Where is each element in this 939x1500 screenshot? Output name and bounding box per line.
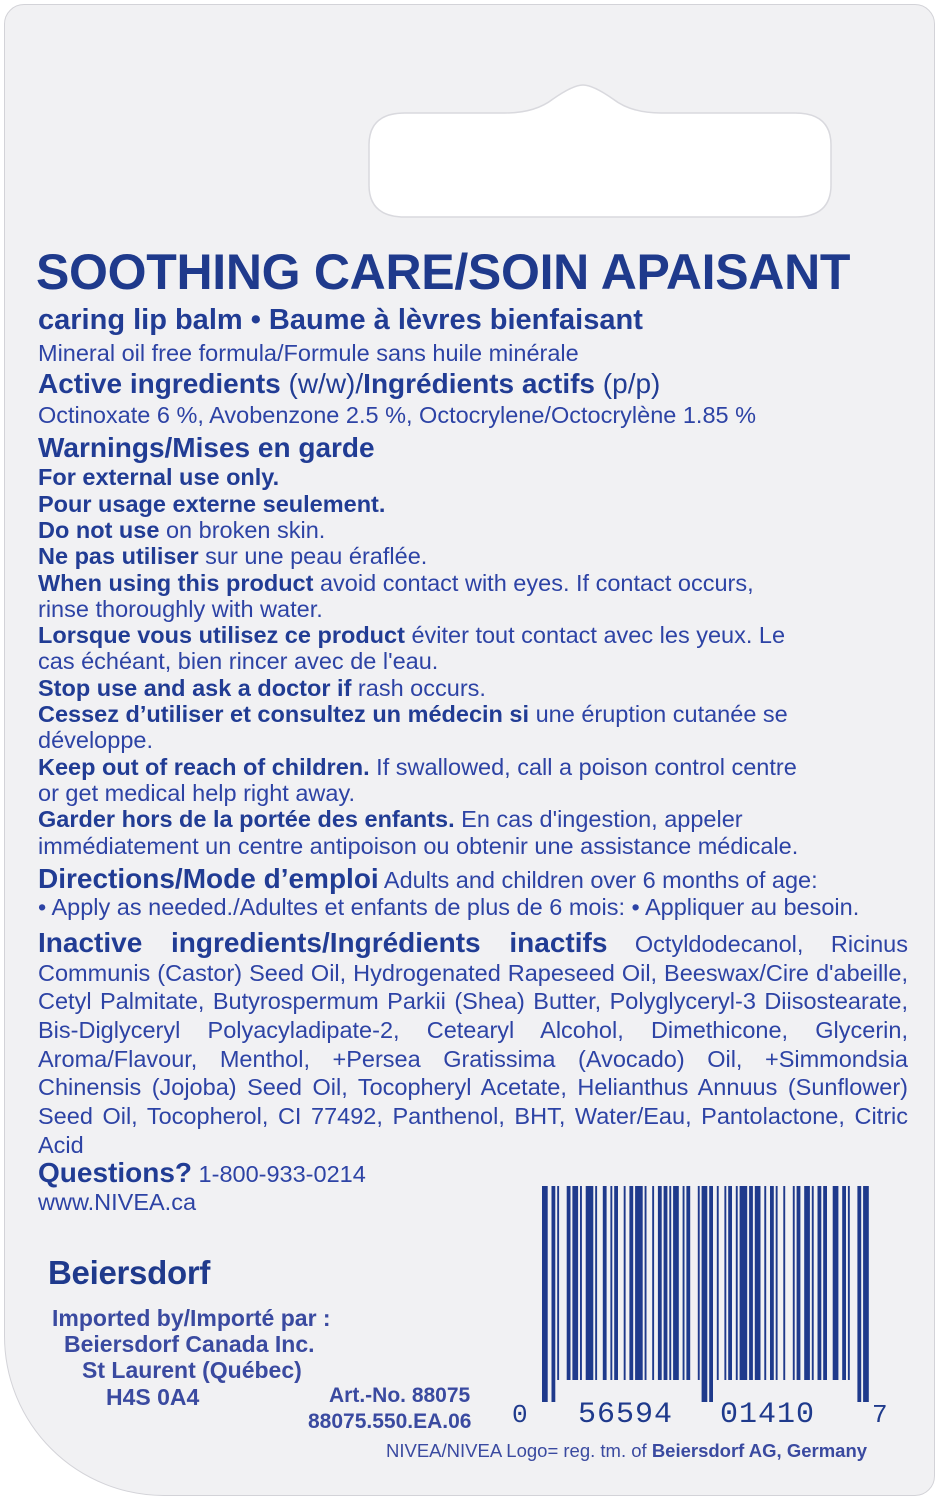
barcode-bar	[683, 1186, 685, 1380]
barcode	[540, 1186, 870, 1402]
barcode-bar	[724, 1186, 726, 1380]
warnings-block: For external use only. Pour usage externe seulement. Do not use on broken skin. Ne pas utiliser sur une peau éraflée. When using this product avoid contact with eyes. If contact occurs, rinse thoroughly with water. Lorsque vous utilisez ce product éviter tout contact avec les yeux. Le cas échéant, bien rincer avec de l'eau. Stop use and ask a doctor if rash occurs. Cessez d’utiliser et consultez un médecin si une éruption cutanée se développe. Keep out of reach of children. If swallowed, call a poison control centre or get medical help right away. Garder hors de la portée des enfants. En cas d'ingestion, appeler immédiatement un centre antipoison ou obtenir une assistance médicale.	[38, 464, 799, 859]
barcode-bar	[614, 1186, 618, 1380]
barcode-bar	[776, 1186, 778, 1380]
hang-hole	[5, 5, 935, 235]
barcode-bar	[863, 1186, 869, 1402]
barcode-lead-digit: 0	[512, 1400, 528, 1430]
importer-name: Beiersdorf Canada Inc.	[64, 1331, 315, 1357]
barcode-bar	[552, 1186, 556, 1402]
barcode-bar	[624, 1186, 626, 1380]
website-link: www.NIVEA.ca	[38, 1189, 197, 1216]
barcode-bar	[740, 1186, 748, 1380]
barcode-bar	[770, 1186, 774, 1380]
barcode-bar	[595, 1186, 597, 1380]
beiersdorf-logo: Beiersdorf	[48, 1254, 211, 1291]
questions-block: Questions? 1-800-933-0214 www.NIVEA.ca	[38, 1159, 908, 1216]
warnings-heading: Warnings/Mises en garde	[38, 432, 375, 464]
barcode-bar	[848, 1186, 850, 1380]
barcode-bar	[797, 1186, 801, 1380]
barcode-bar	[833, 1186, 839, 1380]
barcode-bar	[586, 1186, 594, 1380]
barcode-bar	[629, 1186, 633, 1380]
importer-postal: H4S 0A4	[106, 1384, 200, 1410]
barcode-bar	[717, 1186, 719, 1380]
barcode-bar	[842, 1186, 846, 1380]
barcode-bar	[749, 1186, 753, 1380]
barcode-bar	[857, 1186, 861, 1402]
barcode-bar	[736, 1186, 738, 1380]
product-code: 88075.550.EA.06	[308, 1410, 472, 1433]
barcode-right-digits: 01410	[720, 1398, 816, 1432]
barcode-bar	[580, 1186, 582, 1380]
barcode-bar	[603, 1186, 607, 1380]
importer-city: St Laurent (Québec)	[82, 1357, 302, 1383]
label-text	[38, 244, 908, 1216]
barcode-bar	[728, 1186, 732, 1380]
product-title: SOOTHING CARE/SOIN APAISANT	[36, 244, 851, 300]
barcode-bar	[812, 1186, 814, 1380]
barcode-bar	[669, 1186, 671, 1380]
barcode-bar	[755, 1186, 761, 1380]
barcode-bar	[764, 1186, 766, 1380]
formula-note: Mineral oil free formula/Formule sans huile minérale	[38, 340, 579, 366]
barcode-bar	[652, 1186, 654, 1380]
inactive-ingredients-block: Inactive ingredients/Ingrédients inactifs Octyldodecanol, Ricinus Communis (Castor) Seed Oil, Hydrogenated Rapeseed Oil, Beeswax/Cire d'abeille, Cetyl Palmitate, Butyrospermum Parkii (Shea) Butter, Polyglyceryl-3 Diisostearate, Bis-Diglyceryl Polyacyladipate-2, Cetearyl Alcohol, Dimethicone, Glycerin, Aroma/Flavour, Menthol, +Persea Gratissima (Avocado) Oil, +Simmondsia Chinensis (Jojoba) Seed Oil, Tocopheryl Acetate, Helianthus Annuus (Sunflower) Seed Oil, Tocopherol, CI 77492, Panthenol, BHT, Water/Eau, Pantolactone, Citric Acid	[38, 926, 908, 1158]
barcode-bar	[823, 1186, 827, 1380]
barcode-bar	[702, 1186, 708, 1402]
barcode-check-digit: 7	[872, 1400, 888, 1430]
barcode-bar	[610, 1186, 612, 1380]
active-ingredients-list: Octinoxate 6 %, Avobenzone 2.5 %, Octocrylene/Octocrylène 1.85 %	[38, 402, 757, 429]
trademark-notice: NIVEA/NIVEA Logo= reg. tm. of Beiersdorf AG, Germany	[386, 1440, 868, 1461]
barcode-bar	[664, 1186, 668, 1380]
barcode-bar	[783, 1186, 785, 1380]
barcode-bar	[804, 1186, 810, 1380]
barcode-bar	[686, 1186, 690, 1380]
barcode-left-digits: 56594	[578, 1398, 674, 1432]
barcode-bar	[567, 1186, 571, 1380]
barcode-bar	[673, 1186, 679, 1380]
directions-block: Directions/Mode d’emploi Adults and children over 6 months of age: • Apply as needed./Adultes et enfants de plus de 6 mois: • Appliquer au besoin.	[38, 862, 860, 920]
barcode-bar	[542, 1186, 548, 1402]
barcode-bar	[698, 1186, 700, 1380]
barcode-bar	[572, 1186, 578, 1380]
imported-by: Imported by/Importé par :	[52, 1305, 331, 1331]
barcode-bar	[635, 1186, 643, 1380]
barcode-bar	[793, 1186, 795, 1380]
barcode-bar	[709, 1186, 713, 1402]
barcode-bar	[645, 1186, 647, 1380]
product-subtitle: caring lip balm • Baume à lèvres bienfaisant	[38, 304, 643, 336]
barcode-bar	[818, 1186, 822, 1380]
barcode-bar	[658, 1186, 662, 1380]
active-ingredients-heading: Active ingredients (w/w)/Ingrédients actifs (p/p)	[38, 368, 661, 400]
article-number: Art.-No. 88075	[329, 1384, 471, 1407]
barcode-bar	[557, 1186, 559, 1380]
